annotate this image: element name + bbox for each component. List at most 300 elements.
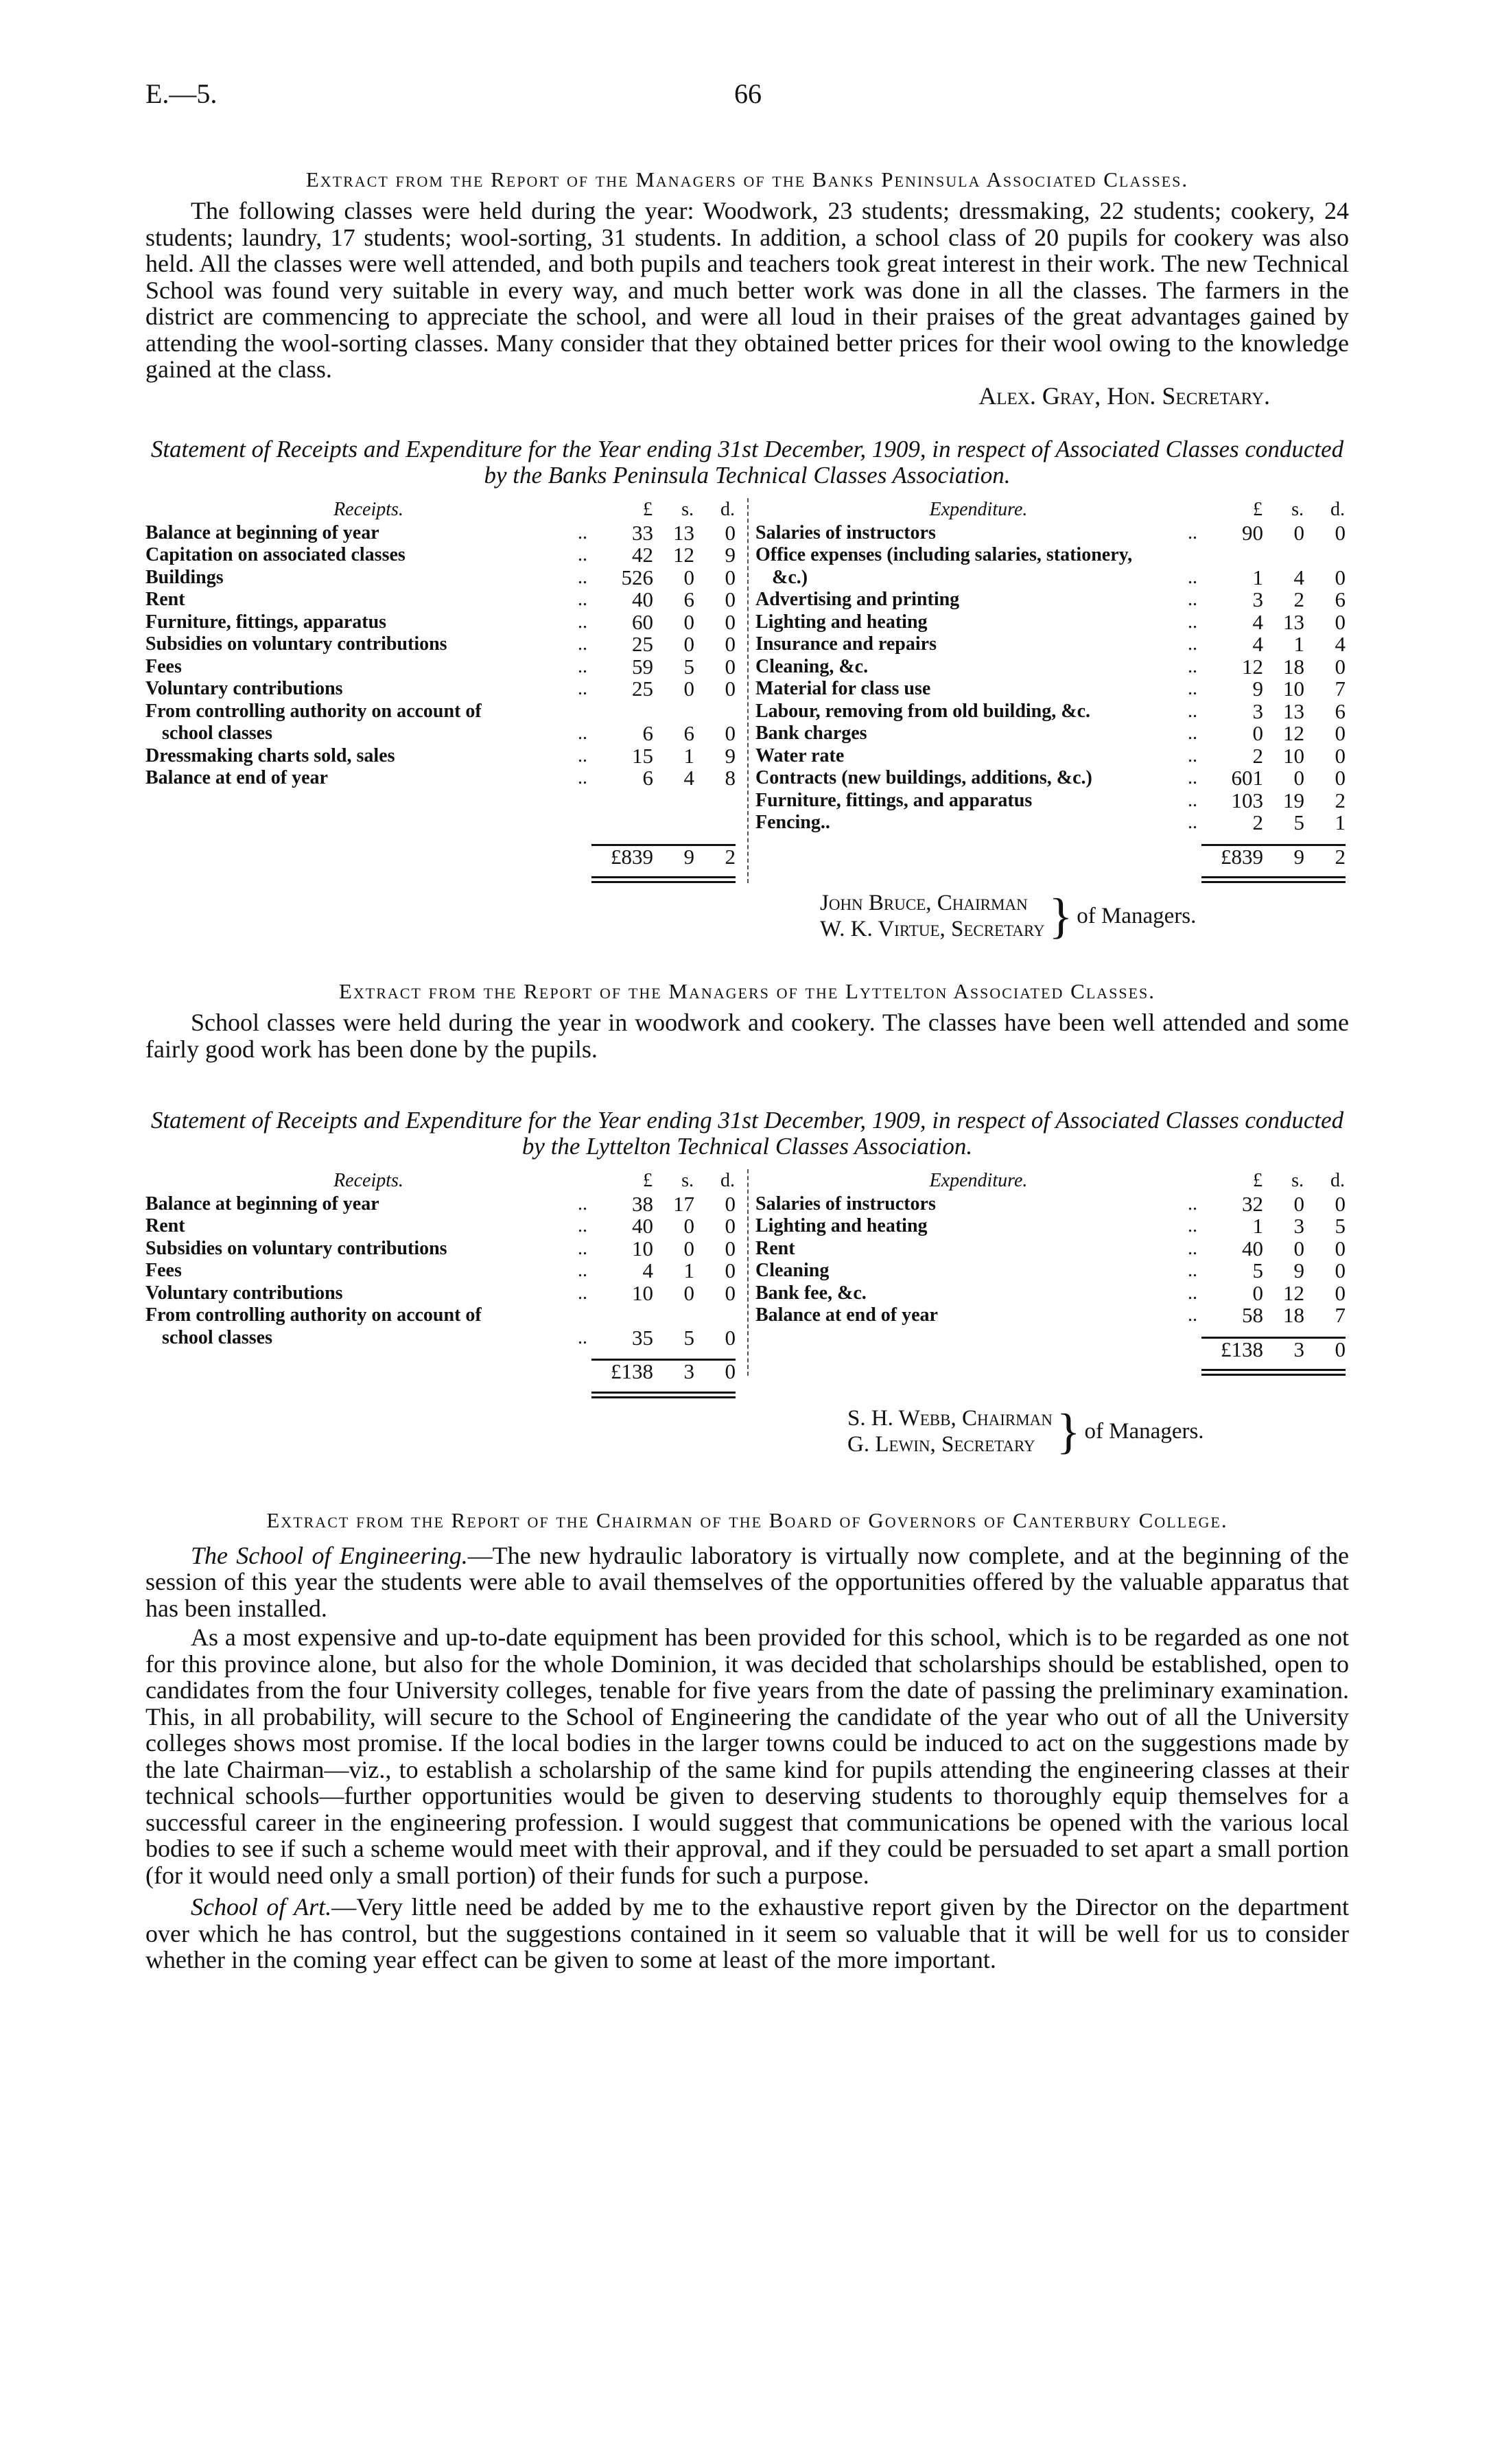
pence: 0	[1335, 521, 1346, 544]
total-shillings: 3	[1293, 1338, 1304, 1361]
leader-dots: ..	[1188, 789, 1197, 811]
pence: 0	[1335, 566, 1346, 589]
shillings: 0	[1293, 767, 1304, 790]
shillings: 6	[683, 589, 694, 611]
secretary-signature: G. Lewin, Secretary	[847, 1431, 1035, 1457]
pence	[694, 1304, 736, 1327]
unit-header: d.	[1330, 499, 1345, 520]
pence: 0	[1335, 1237, 1346, 1260]
leader-dots: ..	[578, 1260, 587, 1281]
pence: 0	[725, 633, 736, 656]
table-header	[145, 498, 736, 522]
pence: 0	[1335, 1260, 1346, 1282]
shillings: 0	[683, 1215, 694, 1238]
shillings: 18	[1283, 655, 1304, 678]
leader-dots: ..	[578, 566, 587, 588]
table-row	[145, 633, 736, 656]
total-pence: 0	[1335, 1338, 1346, 1361]
table-row	[145, 1215, 736, 1238]
total-shillings: 3	[683, 1361, 694, 1383]
table-row	[755, 589, 1346, 611]
unit-header: £	[643, 499, 653, 520]
pence: 0	[725, 678, 736, 701]
table-row	[755, 567, 1346, 589]
banks-signatures	[820, 890, 1349, 942]
of-managers: of Managers.	[1077, 904, 1197, 928]
pence: 0	[1335, 723, 1346, 745]
leader-dots: ..	[1188, 611, 1197, 633]
pounds: 2	[1252, 744, 1263, 767]
row-label: Labour, removing from old building, &c.	[755, 700, 1091, 722]
shillings: 12	[673, 544, 694, 567]
row-label: Lighting and heating	[755, 1215, 928, 1236]
lyttelton-accounts	[145, 1169, 1349, 1398]
leader-dots: ..	[578, 633, 587, 655]
row-label: Rent	[145, 589, 185, 610]
table-row	[145, 701, 736, 723]
banks-paragraph: The following classes were held during the year: Woodwork, 23 students; dressmaking, 22 students; cookery, 24 students; laundry, 17 students; wool-sorting, 31 students. In addition, a school class of 20 pupils for cookery was also held. All the classes were well attended, and both pupils and teachers took great interest in their work. The new Technical School was found very suitable in every way, and much better work was done in all the classes. The farmers in the district are commencing to appreciate the school, and were all loud in their praises of the great advantages gained by attending the wool-sorting classes. Many consider that they obtained better prices for their wool owing to the knowledge gained at the class.	[145, 197, 1349, 383]
pence: 8	[725, 767, 736, 790]
total-pence: 2	[1335, 845, 1346, 868]
section-lead: The School of Engineering.	[191, 1541, 468, 1569]
pounds: 90	[1242, 521, 1263, 544]
pence: 0	[725, 1282, 736, 1304]
table-row	[145, 767, 736, 790]
shillings: 18	[1283, 1304, 1304, 1327]
shillings: 5	[683, 655, 694, 678]
leader-dots: ..	[1188, 566, 1197, 588]
table-header	[755, 498, 1346, 522]
table-row	[755, 790, 1346, 812]
table-row	[755, 1282, 1346, 1305]
unit-header: s.	[1291, 1170, 1304, 1191]
pence: 9	[725, 544, 736, 567]
pence	[1304, 544, 1346, 567]
pounds	[591, 701, 653, 723]
shillings: 1	[1293, 633, 1304, 656]
pounds: 526	[621, 566, 653, 589]
leader-dots: ..	[578, 1193, 587, 1215]
canterbury-report	[145, 1542, 1349, 1973]
pounds: 60	[632, 611, 653, 633]
row-label: Cleaning	[755, 1260, 830, 1281]
leader-dots: ..	[1188, 700, 1197, 722]
pounds: 2	[1252, 812, 1263, 834]
lyttelton-statement-title: Statement of Receipts and Expenditure for the Year ending 31st December, 1909, in respect of Associated Classes conducted by the Lyttelton Technical Classes Association.	[150, 1107, 1344, 1160]
pounds: 38	[632, 1193, 653, 1215]
table-row	[145, 589, 736, 611]
pounds: 42	[632, 544, 653, 567]
shillings: 13	[673, 521, 694, 544]
pounds: 32	[1242, 1193, 1263, 1215]
unit-header: £	[643, 1170, 653, 1191]
pence: 0	[1335, 767, 1346, 790]
shillings: 4	[1293, 566, 1304, 589]
leader-dots: ..	[1188, 678, 1197, 699]
pence: 6	[1335, 700, 1346, 723]
leader-dots: ..	[1188, 723, 1197, 744]
leader-dots: ..	[578, 744, 587, 766]
row-label: Salaries of instructors	[755, 521, 936, 543]
row-label: Voluntary contributions	[145, 1282, 343, 1304]
pounds: 25	[632, 678, 653, 701]
leader-dots: ..	[578, 611, 587, 633]
total-row	[755, 1339, 1346, 1361]
leader-dots: ..	[578, 678, 587, 699]
section-lead: School of Art.	[191, 1893, 332, 1921]
pence: 0	[1335, 1282, 1346, 1304]
pounds: 10	[632, 1237, 653, 1260]
shillings	[653, 1304, 694, 1327]
total-row	[145, 1361, 736, 1383]
document-reference: E.—5.	[145, 78, 218, 109]
row-label: From controlling authority on account of	[145, 700, 482, 722]
pounds: 5	[1252, 1260, 1263, 1282]
secretary-signature: W. K. Virtue, Secretary	[820, 917, 1045, 941]
shillings: 2	[1293, 589, 1304, 611]
pounds: 601	[1231, 767, 1263, 790]
row-label: Rent	[145, 1215, 185, 1236]
shillings: 0	[683, 1237, 694, 1260]
table-row	[145, 678, 736, 701]
unit-header: d.	[720, 499, 735, 520]
table-row	[755, 812, 1346, 834]
shillings: 0	[683, 566, 694, 589]
row-label: Salaries of instructors	[755, 1193, 936, 1215]
table-row	[755, 656, 1346, 679]
leader-dots: ..	[1188, 812, 1197, 833]
table-row	[755, 633, 1346, 656]
banks-report	[145, 198, 1349, 383]
shillings: 10	[1283, 744, 1304, 767]
column-header: Receipts.	[333, 499, 403, 520]
pounds: 25	[632, 633, 653, 656]
pence	[694, 701, 736, 723]
total-pounds: £138	[1221, 1338, 1263, 1361]
table-row	[755, 1238, 1346, 1260]
lyttelton-paragraph: School classes were held during the year in woodwork and cookery. The classes have been well attended and some fairly good work has been done by the pupils.	[145, 1009, 1349, 1063]
row-label: Furniture, fittings, and apparatus	[755, 789, 1033, 811]
shillings: 12	[1283, 723, 1304, 745]
leader-dots: ..	[578, 1215, 587, 1236]
pence: 4	[1335, 633, 1346, 656]
pounds: 3	[1252, 700, 1263, 723]
leader-dots: ..	[578, 589, 587, 610]
unit-header: d.	[1330, 1170, 1345, 1191]
table-row	[755, 678, 1346, 701]
table-row	[755, 522, 1346, 545]
banks-receipts-table	[145, 498, 747, 883]
table-row	[145, 1327, 736, 1350]
total-pounds: £839	[611, 845, 653, 868]
paragraph-text: —The new hydraulic laboratory is virtually now complete, and at the beginning of the session of this year the students were able to avail themselves of the opportunities offered by the valuable apparatus that has been installed.	[145, 1541, 1349, 1622]
pounds: 0	[1252, 1282, 1263, 1304]
pence: 0	[725, 611, 736, 633]
row-label: Rent	[755, 1237, 795, 1259]
shillings: 5	[1293, 812, 1304, 834]
pounds: 103	[1231, 789, 1263, 812]
leader-dots: ..	[1188, 1282, 1197, 1304]
canterbury-heading: Extract from the Report of the Chairman of the Board of Governors of Canterbury College.	[266, 1507, 1228, 1532]
total-shillings: 9	[1293, 845, 1304, 868]
row-label: Furniture, fittings, apparatus	[145, 611, 387, 633]
total-shillings: 9	[683, 845, 694, 868]
table-row	[145, 544, 736, 567]
shillings	[1263, 544, 1304, 567]
table-header	[145, 1169, 736, 1193]
leader-dots: ..	[578, 544, 587, 565]
page-number: 66	[734, 78, 762, 109]
leader-dots: ..	[578, 655, 587, 677]
shillings: 1	[683, 744, 694, 767]
table-row	[145, 1238, 736, 1260]
column-header: Expenditure.	[929, 499, 1028, 520]
pence: 5	[1335, 1215, 1346, 1238]
shillings: 0	[1293, 521, 1304, 544]
pounds: 6	[642, 767, 653, 790]
total-double-rule	[1201, 1369, 1346, 1376]
page-header	[145, 77, 1349, 111]
pence: 2	[1335, 789, 1346, 812]
row-label: Balance at beginning of year	[145, 1193, 379, 1215]
total-pence: 2	[725, 845, 736, 868]
leader-dots: ..	[578, 723, 587, 744]
table-row	[145, 745, 736, 768]
pence: 0	[1335, 611, 1346, 633]
banks-signoff: Alex. Gray, Hon. Secretary.	[978, 382, 1270, 410]
table-row	[755, 745, 1346, 768]
row-label: Cleaning, &c.	[755, 655, 869, 677]
row-label: school classes	[162, 723, 272, 744]
table-row	[145, 1260, 736, 1282]
row-label: Voluntary contributions	[145, 678, 343, 699]
pence: 0	[725, 1326, 736, 1349]
row-label: &c.)	[772, 566, 808, 588]
unit-header: s.	[1291, 499, 1304, 520]
row-label: From controlling authority on account of	[145, 1304, 482, 1326]
row-label: Capitation on associated classes	[145, 544, 406, 565]
leader-dots: ..	[578, 767, 587, 788]
banks-statement-title: Statement of Receipts and Expenditure for the Year ending 31st December, 1909, in respect of Associated Classes conducted by the Banks Peninsula Technical Classes Association.	[150, 436, 1344, 489]
pounds: 4	[642, 1260, 653, 1282]
leader-dots: ..	[578, 1282, 587, 1304]
row-label: Office expenses (including salaries, stationery,	[755, 544, 1133, 565]
unit-header: d.	[720, 1170, 735, 1191]
leader-dots: ..	[1188, 633, 1197, 655]
pounds: 6	[642, 723, 653, 745]
pounds: 0	[1252, 723, 1263, 745]
row-label: Insurance and repairs	[755, 633, 937, 655]
shillings: 0	[1293, 1237, 1304, 1260]
row-label: Dressmaking charts sold, sales	[145, 744, 395, 766]
leader-dots: ..	[1188, 1304, 1197, 1326]
total-pounds: £138	[611, 1361, 653, 1383]
table-row	[145, 567, 736, 589]
shillings: 13	[1283, 611, 1304, 633]
pence: 9	[725, 744, 736, 767]
shillings: 0	[1293, 1193, 1304, 1215]
shillings: 0	[683, 633, 694, 656]
brace-icon: }	[1048, 889, 1073, 943]
shillings: 10	[1283, 678, 1304, 701]
row-label: Balance at end of year	[145, 767, 328, 788]
table-row	[755, 1260, 1346, 1282]
leader-dots: ..	[1188, 1237, 1197, 1259]
shillings: 12	[1283, 1282, 1304, 1304]
row-label: Bank fee, &c.	[755, 1282, 867, 1304]
row-label: Material for class use	[755, 678, 931, 699]
shillings: 17	[673, 1193, 694, 1215]
art-paragraph	[145, 1894, 1349, 1973]
leader-dots: ..	[1188, 655, 1197, 677]
paragraph-text: As a most expensive and up-to-date equipment has been provided for this school, which is to be regarded as one not for this province alone, but also for the whole Dominion, it was decided that scholarships should be established, open to candidates from the four University colleges, tenable for five years from the date of passing the preliminary examination. This, in all probability, will secure to the School of Engineering the candidate of the year who out of all the University colleges shows most promise. If the local bodies in the larger towns could be induced to act on the suggestions made by the late Chairman—viz., to establish a scholarship of the same kind for pupils attending the engineering classes at their technical schools—further opportunities would be given to deserving students to thoroughly equip themselves for a successful career in the engineering profession. I would suggest that communications be opened with the various local bodies to see if such a scheme would meet with their approval, and if they could be persuaded to set apart a small portion (for it would need only a small portion) of their funds for such a purpose.	[145, 1623, 1349, 1889]
shillings: 6	[683, 723, 694, 745]
table-row	[145, 611, 736, 634]
pence: 6	[1335, 589, 1346, 611]
shillings: 9	[1293, 1260, 1304, 1282]
unit-header: s.	[681, 1170, 694, 1191]
pounds: 58	[1242, 1304, 1263, 1327]
table-header	[755, 1169, 1346, 1193]
unit-header: £	[1253, 499, 1263, 520]
leader-dots: ..	[1188, 1260, 1197, 1281]
banks-expenditure-table	[747, 498, 1349, 883]
shillings: 0	[683, 1282, 694, 1304]
shillings: 4	[683, 767, 694, 790]
table-row	[145, 522, 736, 545]
leader-dots: ..	[578, 521, 587, 543]
pence: 7	[1335, 1304, 1346, 1327]
unit-header: £	[1253, 1170, 1263, 1191]
table-row	[755, 1215, 1346, 1238]
total-double-rule	[591, 1392, 736, 1398]
pounds	[591, 1304, 653, 1327]
pounds: 40	[632, 1215, 653, 1238]
row-label: Fees	[145, 1260, 182, 1281]
row-label: school classes	[162, 1326, 272, 1348]
pence: 0	[725, 1193, 736, 1215]
shillings: 19	[1283, 789, 1304, 812]
lyttelton-report	[145, 1009, 1349, 1062]
lyttelton-expenditure-table	[747, 1169, 1349, 1376]
leader-dots: ..	[1188, 1215, 1197, 1236]
shillings: 0	[683, 678, 694, 701]
pounds: 4	[1252, 633, 1263, 656]
row-label: Balance at beginning of year	[145, 521, 379, 543]
leader-dots: ..	[578, 1326, 587, 1348]
unit-header: s.	[681, 499, 694, 520]
pounds: 1	[1252, 566, 1263, 589]
banks-accounts	[145, 498, 1349, 883]
table-row	[755, 701, 1346, 723]
total-row	[755, 846, 1346, 869]
pounds: 15	[632, 744, 653, 767]
leader-dots: ..	[1188, 744, 1197, 766]
pounds: 1	[1252, 1215, 1263, 1238]
table-row	[755, 723, 1346, 745]
table-row	[755, 1304, 1346, 1327]
row-label: Bank charges	[755, 723, 867, 744]
pence: 0	[1335, 1193, 1346, 1215]
total-double-rule	[591, 876, 736, 883]
pence: 0	[725, 521, 736, 544]
pence: 0	[1335, 744, 1346, 767]
table-row	[755, 767, 1346, 790]
pence: 0	[725, 1215, 736, 1238]
table-row	[145, 723, 736, 745]
row-label: Advertising and printing	[755, 589, 960, 610]
total-double-rule	[1201, 876, 1346, 883]
brace-icon: }	[1056, 1403, 1081, 1459]
lyttelton-signatures	[847, 1405, 1349, 1457]
total-pence: 0	[725, 1361, 736, 1383]
pence: 1	[1335, 812, 1346, 834]
pounds: 3	[1252, 589, 1263, 611]
pounds: 40	[1242, 1237, 1263, 1260]
leader-dots: ..	[1188, 589, 1197, 610]
column-header: Expenditure.	[929, 1170, 1028, 1191]
shillings: 3	[1293, 1215, 1304, 1238]
shillings: 13	[1283, 700, 1304, 723]
lyttelton-heading: Extract from the Report of the Managers of the Lyttelton Associated Classes.	[338, 979, 1156, 1003]
row-label: Fees	[145, 655, 182, 677]
lyttelton-receipts-table	[145, 1169, 747, 1398]
leader-dots: ..	[1188, 521, 1197, 543]
pence: 0	[1335, 655, 1346, 678]
pounds: 40	[632, 589, 653, 611]
shillings	[653, 701, 694, 723]
total-pounds: £839	[1221, 845, 1263, 868]
chairman-signature: S. H. Webb, Chairman	[847, 1405, 1053, 1431]
row-label: Lighting and heating	[755, 611, 928, 633]
shillings: 0	[683, 611, 694, 633]
row-label: Water rate	[755, 744, 845, 766]
paragraph-text: —Very little need be added by me to the exhaustive report given by the Director on the department over which he has control, but the suggestions contained in it seem so valuable that it will be well for us to consider whether in the coming year effect can be given to some at least of the more important.	[145, 1893, 1350, 1973]
pounds: 10	[632, 1282, 653, 1304]
scholarship-paragraph	[145, 1624, 1349, 1888]
table-row	[145, 1193, 736, 1216]
table-row	[145, 1282, 736, 1305]
table-row	[755, 611, 1346, 634]
pounds: 9	[1252, 678, 1263, 701]
engineering-paragraph	[145, 1542, 1349, 1622]
pence: 0	[725, 723, 736, 745]
pence: 0	[725, 655, 736, 678]
pence: 0	[725, 589, 736, 611]
shillings: 1	[683, 1260, 694, 1282]
row-label: Subsidies on voluntary contributions	[145, 1237, 447, 1259]
pence: 0	[725, 566, 736, 589]
pounds: 59	[632, 655, 653, 678]
table-row	[145, 1304, 736, 1327]
shillings: 5	[683, 1326, 694, 1349]
document-page	[145, 0, 1349, 2028]
pounds	[1201, 544, 1263, 567]
chairman-signature: John Bruce, Chairman	[820, 891, 1028, 915]
pence: 7	[1335, 678, 1346, 701]
table-row	[145, 656, 736, 679]
total-row	[145, 846, 736, 869]
row-label: Contracts (new buildings, additions, &c.)	[755, 767, 1092, 788]
row-label: Balance at end of year	[755, 1304, 938, 1326]
leader-dots: ..	[578, 1237, 587, 1259]
pounds: 33	[632, 521, 653, 544]
pounds: 12	[1242, 655, 1263, 678]
row-label: Buildings	[145, 566, 224, 588]
leader-dots: ..	[1188, 1193, 1197, 1215]
pence: 0	[725, 1237, 736, 1260]
row-label: Fencing..	[755, 812, 830, 833]
